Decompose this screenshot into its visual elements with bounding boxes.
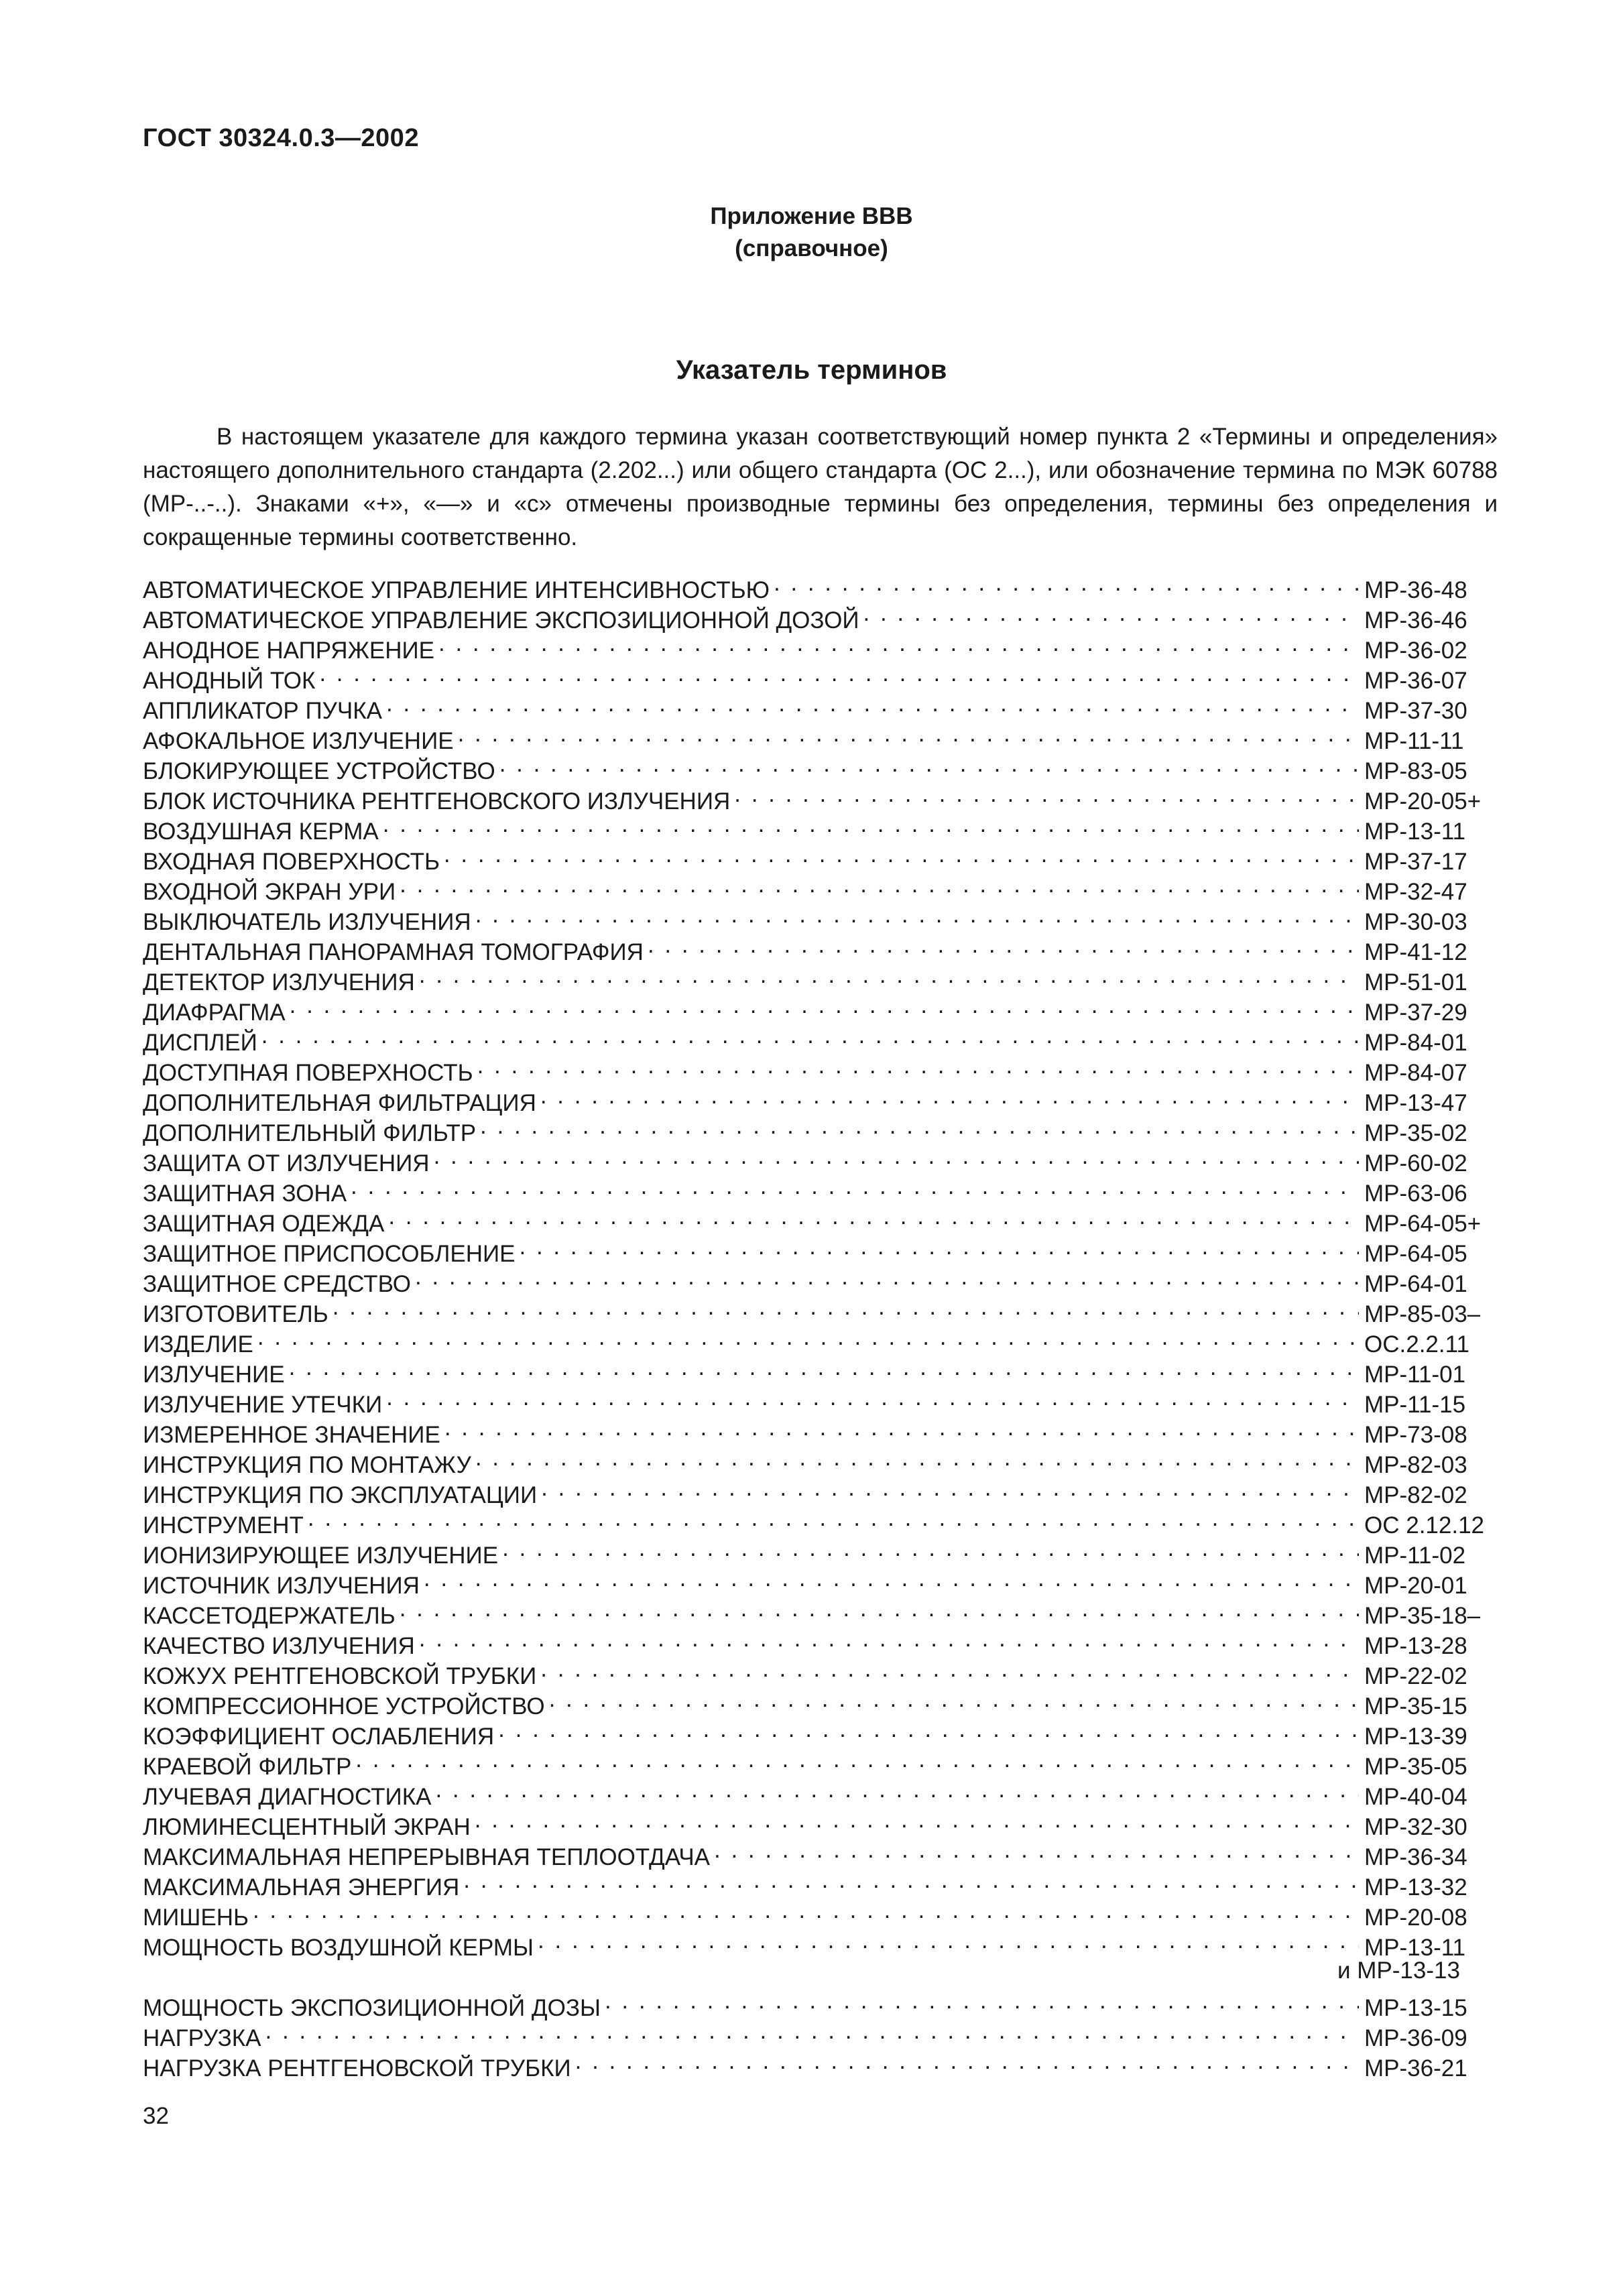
index-entry — [143, 839, 1498, 875]
index-code: МР-51-01 — [1364, 969, 1467, 995]
standard-designation: ГОСТ 30324.0.3—2002 — [143, 124, 419, 152]
index-entry — [143, 990, 1498, 1026]
index-entry — [143, 1865, 1498, 1900]
index-entry — [143, 1624, 1498, 1659]
index-term: ДИАФРАГМА — [143, 1000, 286, 1026]
index-code: МР-41-12 — [1364, 939, 1467, 965]
index-term: АВТОМАТИЧЕСКОЕ УПРАВЛЕНИЕ ИНТЕНСИВНОСТЬЮ — [143, 577, 770, 603]
index-term: МАКСИМАЛЬНАЯ НЕПРЕРЫВНАЯ ТЕПЛООТДАЧА — [143, 1844, 711, 1870]
index-code: МР-36-02 — [1364, 638, 1467, 664]
index-term: ИСТОЧНИК ИЗЛУЧЕНИЯ — [143, 1573, 420, 1599]
index-entry — [143, 1714, 1498, 1750]
index-code: МР-84-07 — [1364, 1060, 1467, 1086]
index-entry — [143, 1081, 1498, 1116]
index-entry — [143, 1443, 1498, 1478]
index-term: ИНСТРУКЦИЯ ПО МОНТАЖУ — [143, 1452, 471, 1478]
index-code: МР-82-03 — [1364, 1452, 1467, 1478]
dot-leader — [400, 869, 1359, 900]
page-number: 32 — [143, 2103, 169, 2129]
index-entry — [143, 1141, 1498, 1176]
index-entry — [143, 719, 1498, 754]
dot-leader — [774, 568, 1359, 598]
index-term: НАГРУЗКА — [143, 2025, 261, 2051]
index-code: МР-60-02 — [1364, 1150, 1467, 1176]
index-term: АНОДНЫЙ ТОК — [143, 668, 316, 694]
dot-leader — [648, 930, 1359, 960]
dot-leader — [355, 1744, 1359, 1774]
dot-leader — [290, 990, 1359, 1020]
index-code: МР-11-01 — [1364, 1362, 1466, 1388]
index-term: КРАЕВОЙ ФИЛЬТР — [143, 1754, 352, 1780]
index-entry — [143, 1774, 1498, 1810]
index-entry — [143, 1050, 1498, 1086]
index-term: ЛЮМИНЕСЦЕНТНЫЙ ЭКРАН — [143, 1814, 471, 1840]
index-term: ЗАЩИТА ОТ ИЗЛУЧЕНИЯ — [143, 1150, 430, 1176]
index-term: ВХОДНАЯ ПОВЕРХНОСТЬ — [143, 849, 440, 875]
index-term: МОЩНОСТЬ ЭКСПОЗИЦИОННОЙ ДОЗЫ — [143, 1995, 601, 2021]
appendix-kind: (справочное) — [735, 235, 888, 261]
dot-leader — [319, 658, 1359, 688]
index-entry — [143, 749, 1498, 784]
dot-leader — [480, 1111, 1359, 1141]
index-code: МР-64-05 — [1364, 1241, 1467, 1267]
index-term: ЗАЩИТНОЕ СРЕДСТВО — [143, 1271, 411, 1297]
index-code: МР-11-02 — [1364, 1543, 1466, 1569]
index-code: МР-13-11 — [1364, 1935, 1466, 1961]
dot-leader — [734, 779, 1359, 809]
dot-leader — [435, 1774, 1359, 1805]
index-code: МР-11-11 — [1364, 728, 1464, 754]
dot-leader — [419, 960, 1359, 990]
index-code: МР-13-15 — [1364, 1995, 1467, 2021]
index-term: ИЗЛУЧЕНИЕ УТЕЧКИ — [143, 1392, 383, 1418]
index-code-continuation: и МР-13-13 — [1337, 1957, 1460, 1984]
index-term: ДИСПЛЕЙ — [143, 1030, 257, 1056]
dot-leader — [434, 1141, 1359, 1171]
index-entry — [143, 1805, 1498, 1840]
index-code: МР-20-08 — [1364, 1905, 1467, 1931]
dot-leader — [415, 1262, 1359, 1292]
index-entry — [143, 568, 1498, 603]
dot-leader — [265, 2016, 1360, 2046]
index-term: ИНСТРУКЦИЯ ПО ЭКСПЛУАТАЦИИ — [143, 1482, 538, 1508]
index-code: МР-35-05 — [1364, 1754, 1467, 1780]
index-code: МР-37-29 — [1364, 1000, 1467, 1026]
dot-leader — [475, 900, 1359, 930]
index-code: МР-36-46 — [1364, 607, 1467, 633]
index-term: ДОСТУПНАЯ ПОВЕРХНОСТЬ — [143, 1060, 473, 1086]
index-code: МР-32-30 — [1364, 1814, 1467, 1840]
dot-leader — [575, 2046, 1359, 2076]
index-entry — [143, 1654, 1498, 1689]
dot-leader — [444, 839, 1359, 869]
index-entry — [143, 658, 1498, 694]
dot-leader — [520, 1231, 1359, 1262]
index-code: МР-36-48 — [1364, 577, 1467, 603]
index-term: КОЖУХ РЕНТГЕНОВСКОЙ ТРУБКИ — [143, 1663, 537, 1689]
index-term: АФОКАЛЬНОЕ ИЗЛУЧЕНИЕ — [143, 728, 454, 754]
index-entry — [143, 1111, 1498, 1146]
dot-leader — [424, 1563, 1359, 1593]
index-term: КОМПРЕССИОННОЕ УСТРОЙСТВО — [143, 1693, 545, 1719]
index-entry — [143, 1744, 1498, 1780]
index-entry — [143, 869, 1498, 905]
index-entry — [143, 900, 1498, 935]
index-code: МР-36-21 — [1364, 2055, 1467, 2081]
index-code: ОС.2.2.11 — [1364, 1331, 1469, 1357]
index-term: ВОЗДУШНАЯ КЕРМА — [143, 819, 379, 845]
dot-leader — [383, 809, 1359, 839]
index-code: МР-35-18– — [1364, 1603, 1481, 1629]
dot-leader — [257, 1322, 1359, 1352]
index-entry — [143, 1201, 1498, 1237]
index-code: МР-85-03– — [1364, 1301, 1481, 1327]
index-entry — [143, 628, 1498, 664]
index-code: МР-63-06 — [1364, 1181, 1467, 1207]
intro-paragraph: В настоящем указателе для каждого термина указан соответствующий номер пункта 2 «Термины и определения» настоящего дополнительного стандарта (2.202...) или общего стандарта (ОС 2...), или обозначение термина по МЭК 60788 (МР-..-..). Знаками «+», «—» и «с» отмечены производные термины без определения, термины без определения и сокращенные термины соответственно. — [143, 424, 1498, 550]
index-entry — [143, 1171, 1498, 1207]
index-term: ИЗМЕРЕННОЕ ЗНАЧЕНИЕ — [143, 1422, 440, 1448]
index-term: АНОДНОЕ НАПРЯЖЕНИЕ — [143, 638, 435, 664]
index-code: ОС 2.12.12 — [1364, 1512, 1484, 1538]
index-code: МР-22-02 — [1364, 1663, 1467, 1689]
index-term: ДОПОЛНИТЕЛЬНАЯ ФИЛЬТРАЦИЯ — [143, 1090, 536, 1116]
index-code: МР-20-05+ — [1364, 788, 1482, 814]
dot-leader — [253, 1895, 1359, 1925]
index-entry — [143, 598, 1498, 633]
index-entry — [143, 1593, 1498, 1629]
index-term: ЛУЧЕВАЯ ДИАГНОСТИКА — [143, 1784, 432, 1810]
index-term: ДЕНТАЛЬНАЯ ПАНОРАМНАЯ ТОМОГРАФИЯ — [143, 939, 644, 965]
dot-leader — [541, 1473, 1359, 1503]
index-entry — [143, 930, 1498, 965]
index-entry — [143, 2016, 1498, 2051]
index-term: ИЗЛУЧЕНИЕ — [143, 1362, 285, 1388]
index-code: МР-84-01 — [1364, 1030, 1467, 1056]
dot-leader — [419, 1624, 1359, 1654]
index-term: ВХОДНОЙ ЭКРАН УРИ — [143, 879, 396, 905]
dot-leader — [463, 1865, 1359, 1895]
appendix-title: Приложение ВВВ — [710, 203, 913, 229]
index-term: АППЛИКАТОР ПУЧКА — [143, 698, 382, 724]
index-code: МР-36-09 — [1364, 2025, 1467, 2051]
index-entry — [143, 1352, 1498, 1388]
dot-leader — [444, 1412, 1359, 1443]
dot-leader — [475, 1805, 1359, 1835]
dot-leader — [540, 1654, 1359, 1684]
dot-leader — [475, 1443, 1359, 1473]
index-code: МР-13-11 — [1364, 819, 1466, 845]
index-term: МИШЕНЬ — [143, 1905, 249, 1931]
index-entry — [143, 1533, 1498, 1569]
index-code: МР-40-04 — [1364, 1784, 1467, 1810]
index-entry — [143, 1292, 1498, 1327]
dot-leader — [386, 688, 1359, 719]
index-code: МР-30-03 — [1364, 909, 1467, 935]
dot-leader — [502, 1533, 1359, 1563]
index-term: ВЫКЛЮЧАТЕЛЬ ИЗЛУЧЕНИЯ — [143, 909, 471, 935]
index-term: БЛОКИРУЮЩЕЕ УСТРОЙСТВО — [143, 758, 495, 784]
index-entry — [143, 1020, 1498, 1056]
index-term: КАССЕТОДЕРЖАТЕЛЬ — [143, 1603, 396, 1629]
index-code: МР-37-30 — [1364, 698, 1467, 724]
index-code: МР-11-15 — [1364, 1392, 1466, 1418]
dot-leader — [714, 1835, 1359, 1865]
section-title: Указатель терминов — [676, 355, 947, 385]
index-code: МР-13-32 — [1364, 1874, 1467, 1900]
index-code: МР-37-17 — [1364, 849, 1467, 875]
dot-leader — [540, 1081, 1359, 1111]
index-term: БЛОК ИСТОЧНИКА РЕНТГЕНОВСКОГО ИЗЛУЧЕНИЯ — [143, 788, 731, 814]
index-entry — [143, 779, 1498, 814]
index-term: ИНСТРУМЕНТ — [143, 1512, 304, 1538]
index-entry — [143, 1262, 1498, 1297]
index-code: МР-32-47 — [1364, 879, 1467, 905]
index-term: ИЗГОТОВИТЕЛЬ — [143, 1301, 328, 1327]
index-code: МР-13-28 — [1364, 1633, 1467, 1659]
index-code: МР-36-34 — [1364, 1844, 1467, 1870]
index-term: ЗАЩИТНОЕ ПРИСПОСОБЛЕНИЕ — [143, 1241, 516, 1267]
index-entry — [143, 1473, 1498, 1508]
index-code: МР-13-47 — [1364, 1090, 1467, 1116]
index-code: МР-64-05+ — [1364, 1211, 1482, 1237]
index-code: МР-35-15 — [1364, 1693, 1467, 1719]
dot-leader — [458, 719, 1359, 749]
index-term: ЗАЩИТНАЯ ЗОНА — [143, 1181, 347, 1207]
dot-leader — [438, 628, 1359, 658]
index-code: МР-36-07 — [1364, 668, 1467, 694]
dot-leader — [498, 1714, 1359, 1744]
dot-leader — [386, 1382, 1359, 1412]
index-code: МР-83-05 — [1364, 758, 1467, 784]
index-term: НАГРУЗКА РЕНТГЕНОВСКОЙ ТРУБКИ — [143, 2055, 571, 2081]
index-entry — [143, 809, 1498, 845]
index-entry — [143, 1563, 1498, 1599]
dot-leader — [289, 1352, 1359, 1382]
index-term: ИОНИЗИРУЮЩЕЕ ИЗЛУЧЕНИЕ — [143, 1543, 499, 1569]
index-entry — [143, 1684, 1498, 1719]
index-term: МАКСИМАЛЬНАЯ ЭНЕРГИЯ — [143, 1874, 460, 1900]
dot-leader — [499, 749, 1359, 779]
index-term: ЗАЩИТНАЯ ОДЕЖДА — [143, 1211, 385, 1237]
index-entry — [143, 960, 1498, 995]
index-term: ДЕТЕКТОР ИЗЛУЧЕНИЯ — [143, 969, 415, 995]
dot-leader — [261, 1020, 1359, 1050]
dot-leader — [477, 1050, 1359, 1081]
index-entry — [143, 1503, 1498, 1538]
index-code: МР-64-01 — [1364, 1271, 1467, 1297]
index-code: МР-35-02 — [1364, 1120, 1467, 1146]
index-term: АВТОМАТИЧЕСКОЕ УПРАВЛЕНИЕ ЭКСПОЗИЦИОННОЙ ДОЗОЙ — [143, 607, 859, 633]
index-term: КОЭФФИЦИЕНТ ОСЛАБЛЕНИЯ — [143, 1724, 495, 1750]
term-index — [143, 568, 1498, 2081]
dot-leader — [400, 1593, 1359, 1624]
dot-leader — [388, 1201, 1359, 1231]
dot-leader — [863, 598, 1359, 628]
index-term: ИЗДЕЛИЕ — [143, 1331, 253, 1357]
index-term: ДОПОЛНИТЕЛЬНЫЙ ФИЛЬТР — [143, 1120, 477, 1146]
index-entry — [143, 1835, 1498, 1870]
dot-leader — [538, 1925, 1359, 1955]
dot-leader — [549, 1684, 1359, 1714]
index-code: МР-82-02 — [1364, 1482, 1467, 1508]
dot-leader — [333, 1292, 1359, 1322]
index-entry — [143, 1231, 1498, 1267]
dot-leader — [605, 1986, 1359, 2016]
index-entry — [143, 1322, 1498, 1357]
index-entry — [143, 2046, 1498, 2081]
index-term: МОЩНОСТЬ ВОЗДУШНОЙ КЕРМЫ — [143, 1935, 534, 1961]
index-code: МР-13-39 — [1364, 1724, 1467, 1750]
index-entry — [143, 1382, 1498, 1418]
index-entry — [143, 688, 1498, 724]
index-code: МР-73-08 — [1364, 1422, 1467, 1448]
index-entry — [143, 1986, 1498, 2021]
index-code: МР-20-01 — [1364, 1573, 1467, 1599]
dot-leader — [351, 1171, 1359, 1201]
index-entry — [143, 1925, 1498, 1961]
index-term: КАЧЕСТВО ИЗЛУЧЕНИЯ — [143, 1633, 415, 1659]
index-entry — [143, 1412, 1498, 1448]
dot-leader — [308, 1503, 1359, 1533]
index-entry — [143, 1895, 1498, 1931]
